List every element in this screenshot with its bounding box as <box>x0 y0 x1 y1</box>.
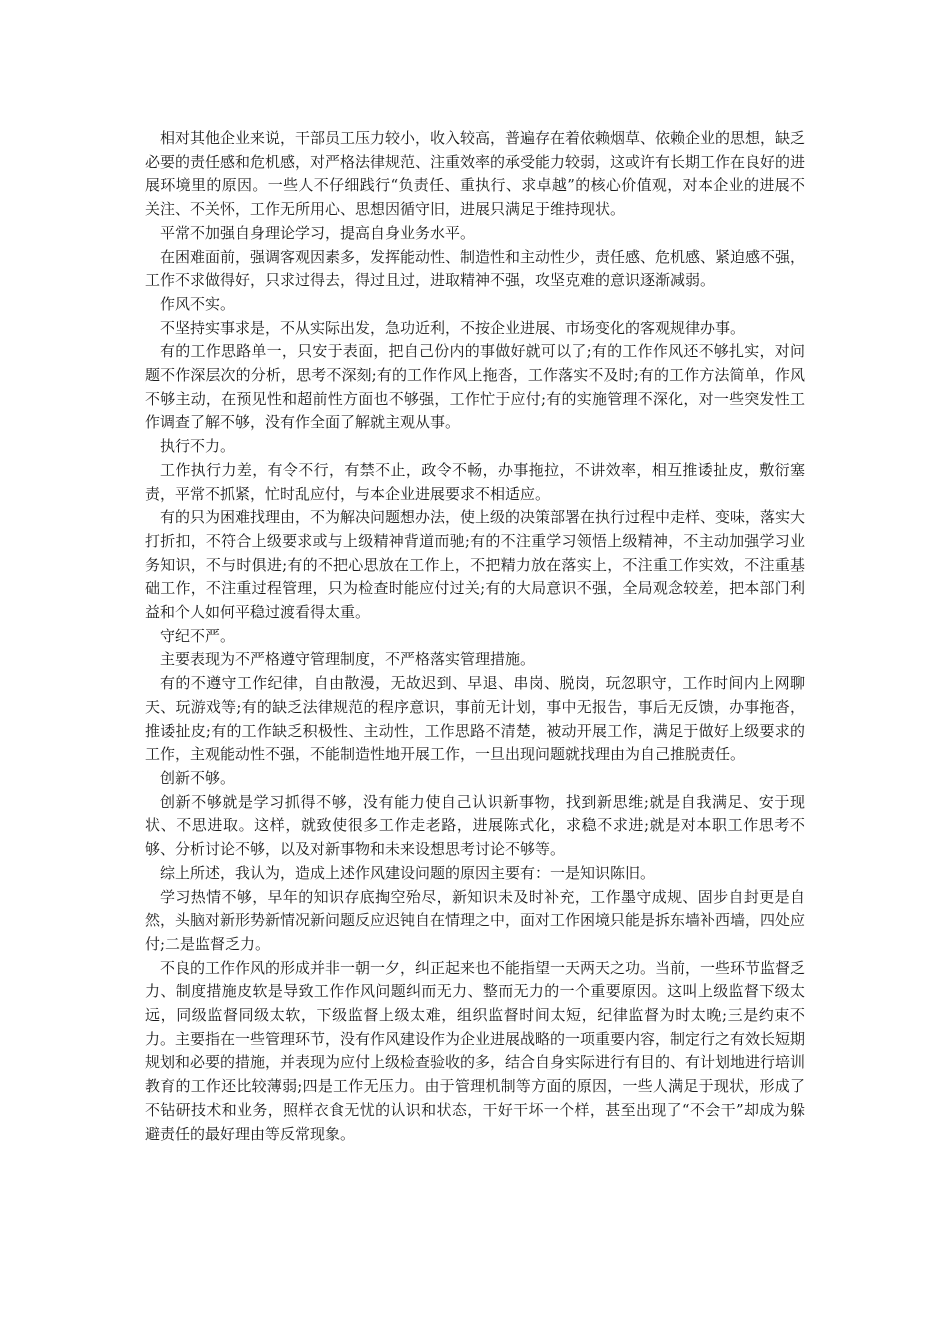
paragraph-12: 有的不遵守工作纪律，自由散漫，无故迟到、早退、串岗、脱岗，玩忽职守，工作时间内上网聊天、玩游戏等;有的缺乏法律规范的程序意识，事前无计划，事中无报告，事后无反馈，办事拖沓，推诿扯皮;有的工作缺乏积极性、主动性，工作思路不清楚，被动开展工作，满足于做好上级要求的工作，主观能动性不强，不能制造性地开展工作，一旦出现问题就找理由为自己推脱责任。 <box>145 674 805 764</box>
paragraph-11: 主要表现为不严格遵守管理制度，不严格落实管理措施。 <box>160 650 536 669</box>
section-heading-shouji-buyan: 守纪不严。 <box>160 626 236 645</box>
section-heading-chuangxin-bugou: 创新不够。 <box>160 768 236 787</box>
paragraph-15: 综上所述，我认为，造成上述作风建设问题的原因主要有：一是知识陈旧。 <box>160 863 656 882</box>
paragraph-3: 在困难面前，强调客观因素多，发挥能动性、制造性和主动性少，责任感、危机感、紧迫感不强，工作不求做得好，只求过得去，得过且过，进取精神不强，攻坚克难的意识逐渐减弱。 <box>145 247 806 290</box>
section-heading-zuofeng-bushi: 作风不实。 <box>160 294 236 313</box>
paragraph-2: 平常不加强自身理论学习，提高自身业务水平。 <box>160 223 476 242</box>
paragraph-17: 不良的工作作风的形成并非一朝一夕，纠正起来也不能指望一天两天之功。当前，一些环节监督乏力、制度措施皮软是导致工作作风问题纠而无力、整而无力的一个重要原因。这叫上级监督下级太远，同级监督同级太软，下级监督上级太难，组织监督时间太短，纪律监督为时太晚;三是约束不力。主要指在一些管理环节，没有作风建设作为企业进展战略的一项重要内容，制定行之有效长短期规划和必要的措施，并表现为应付上级检查验收的多，结合自身实际进行有目的、有计划地进行培训教育的工作还比较薄弱;四是工作无压力。由于管理机制等方面的原因，一些人满足于现状，形成了不钻研技术和业务，照样衣食无忧的认识和状态，干好干坏一个样，甚至出现了“不会干”却成为躲避责任的最好理由等反常现象。 <box>145 958 806 1143</box>
paragraph-14: 创新不够就是学习抓得不够，没有能力使自己认识新事物，找到新思维;就是自我满足、安于现状、不思进取。这样，就致使很多工作走老路，进展陈式化，求稳不求进;就是对本职工作思考不够、分析讨论不够，以及对新事物和未来设想思考讨论不够等。 <box>145 792 805 859</box>
paragraph-6: 有的工作思路单一，只安于表面，把自己份内的事做好就可以了;有的工作作风还不够扎实，对问题不作深层次的分析，思考不深刻;有的工作作风上拖沓，工作落实不及时;有的工作方法简单，作风不够主动，在预见性和超前性方面也不够强，工作忙于应付;有的实施管理不深化，对一些突发性工作调查了解不够，没有作全面了解就主观从事。 <box>145 342 805 432</box>
paragraph-8: 工作执行力差，有令不行，有禁不止，政令不畅，办事拖拉，不讲效率，相互推诿扯皮，敷衍塞责，平常不抓紧，忙时乱应付，与本企业进展要求不相适应。 <box>145 460 805 503</box>
paragraph-1: 相对其他企业来说，干部员工压力较小，收入较高，普遍存在着依赖烟草、依赖企业的思想，缺乏必要的责任感和危机感，对严格法律规范、注重效率的承受能力较弱，这或许有长期工作在良好的进展环境里的原因。一些人不仔细践行“负责任、重执行、求卓越”的核心价值观，对本企业的进展不关注、不关怀，工作无所用心、思想因循守旧，进展只满足于维持现状。 <box>145 129 806 219</box>
document-body <box>145 127 805 1146</box>
paragraph-5: 不坚持实事求是，不从实际出发，急功近利，不按企业进展、市场变化的客观规律办事。 <box>160 318 746 337</box>
section-heading-zhixing-buli: 执行不力。 <box>160 437 236 456</box>
paragraph-16: 学习热情不够，早年的知识存底掏空殆尽，新知识未及时补充，工作墨守成规、固步自封更是自然，头脑对新形势新情况新问题反应迟钝自在情理之中，面对工作困境只能是拆东墙补西墙，四处应付;二是监督乏力。 <box>145 887 806 953</box>
paragraph-9: 有的只为困难找理由，不为解决问题想办法，使上级的决策部署在执行过程中走样、变味，落实大打折扣，不符合上级要求或与上级精神背道而驰;有的不注重学习领悟上级精神，不主动加强学习业务知识，不与时俱进;有的不把心思放在工作上，不把精力放在落实上，不注重工作实效，不注重基础工作，不注重过程管理，只为检查时能应付过关;有的大局意识不强，全局观念较差，把本部门利益和个人如何平稳过渡看得太重。 <box>145 508 806 622</box>
